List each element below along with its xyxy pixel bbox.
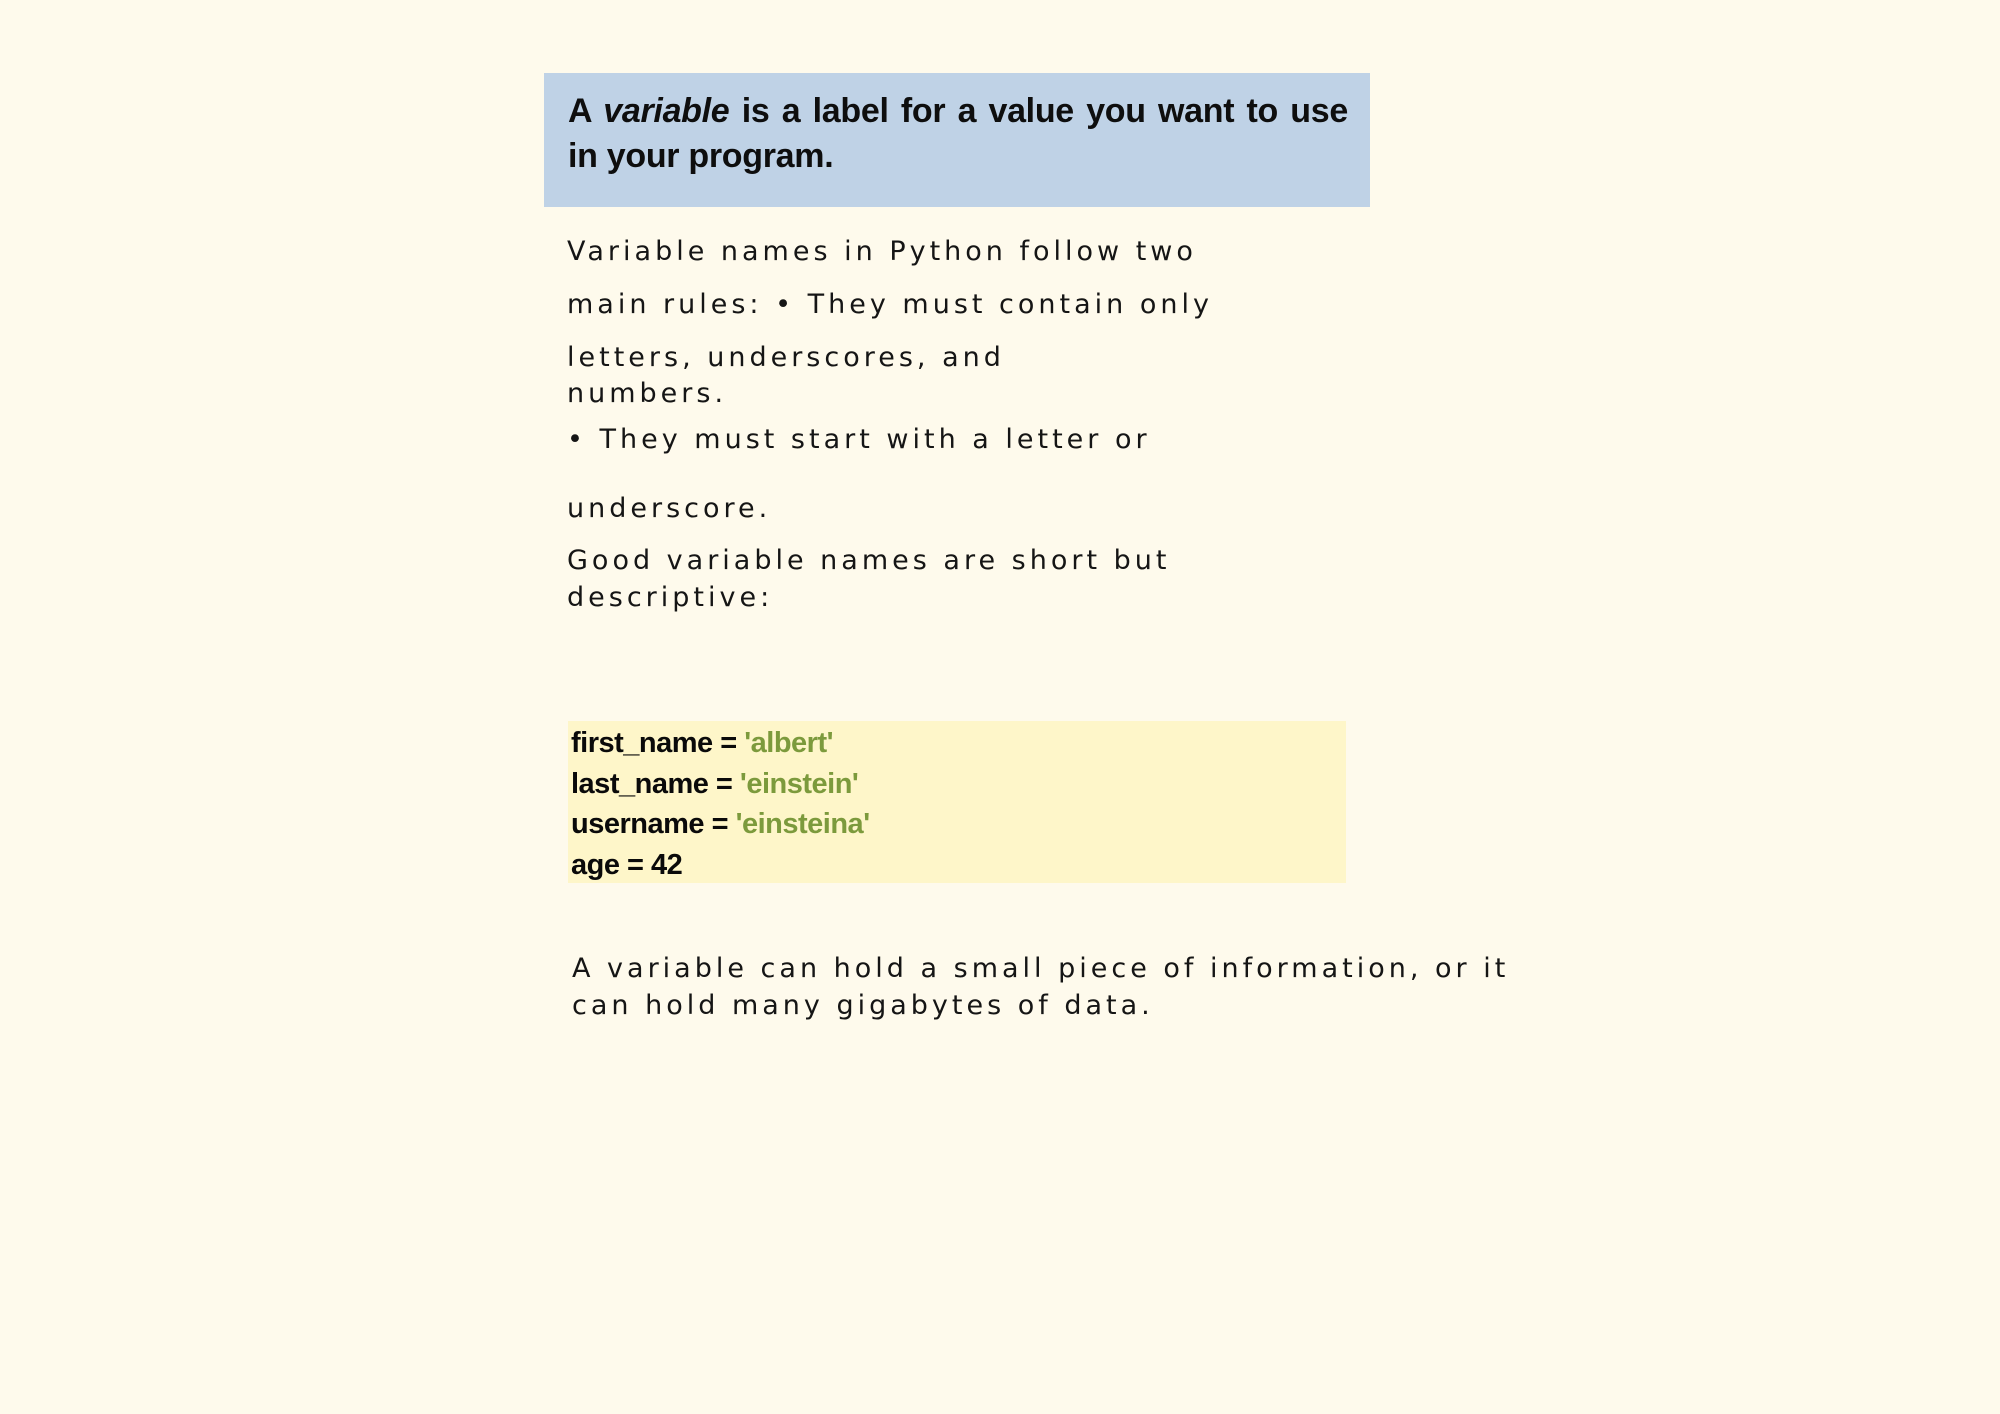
assignment-operator: = (619, 848, 652, 881)
closing-line: A variable can hold a small piece of information, or it (572, 953, 1510, 984)
closing-line: can hold many gigabytes of data. (572, 990, 1154, 1021)
definition-text (568, 89, 1348, 179)
string-value: 'einstein' (739, 767, 859, 800)
variable-name: first_name (571, 727, 713, 759)
rules-line: letters, underscores, and (567, 342, 1005, 373)
variable-name: username (571, 808, 705, 840)
definition-rest: is a label for a value you want to use in your program. (568, 92, 1348, 175)
definition-prefix: A (568, 92, 604, 130)
variable-name: age (571, 848, 620, 881)
code-block (568, 721, 1346, 883)
code-line (571, 804, 1346, 845)
rules-line: Variable names in Python follow two (567, 236, 1197, 267)
rules-line: main rules: • They must contain only (567, 289, 1213, 320)
number-value: 42 (651, 848, 683, 881)
variable-name: last_name (571, 767, 709, 800)
code-line (571, 845, 1346, 886)
definition-callout (544, 73, 1370, 207)
code-line (571, 764, 1346, 805)
rules-line: • They must start with a letter or (567, 424, 1151, 455)
rules-line: underscore. (567, 493, 772, 524)
assignment-operator: = (712, 727, 745, 759)
assignment-operator: = (708, 767, 740, 800)
assignment-operator: = (704, 808, 736, 840)
string-value: 'einsteina' (735, 808, 870, 840)
rules-line: descriptive: (567, 582, 774, 613)
rules-line: numbers. (567, 378, 728, 409)
string-value: 'albert' (744, 727, 833, 759)
code-line (571, 723, 1346, 764)
rules-line: Good variable names are short but (567, 545, 1171, 576)
definition-emphasis: variable (603, 92, 730, 130)
